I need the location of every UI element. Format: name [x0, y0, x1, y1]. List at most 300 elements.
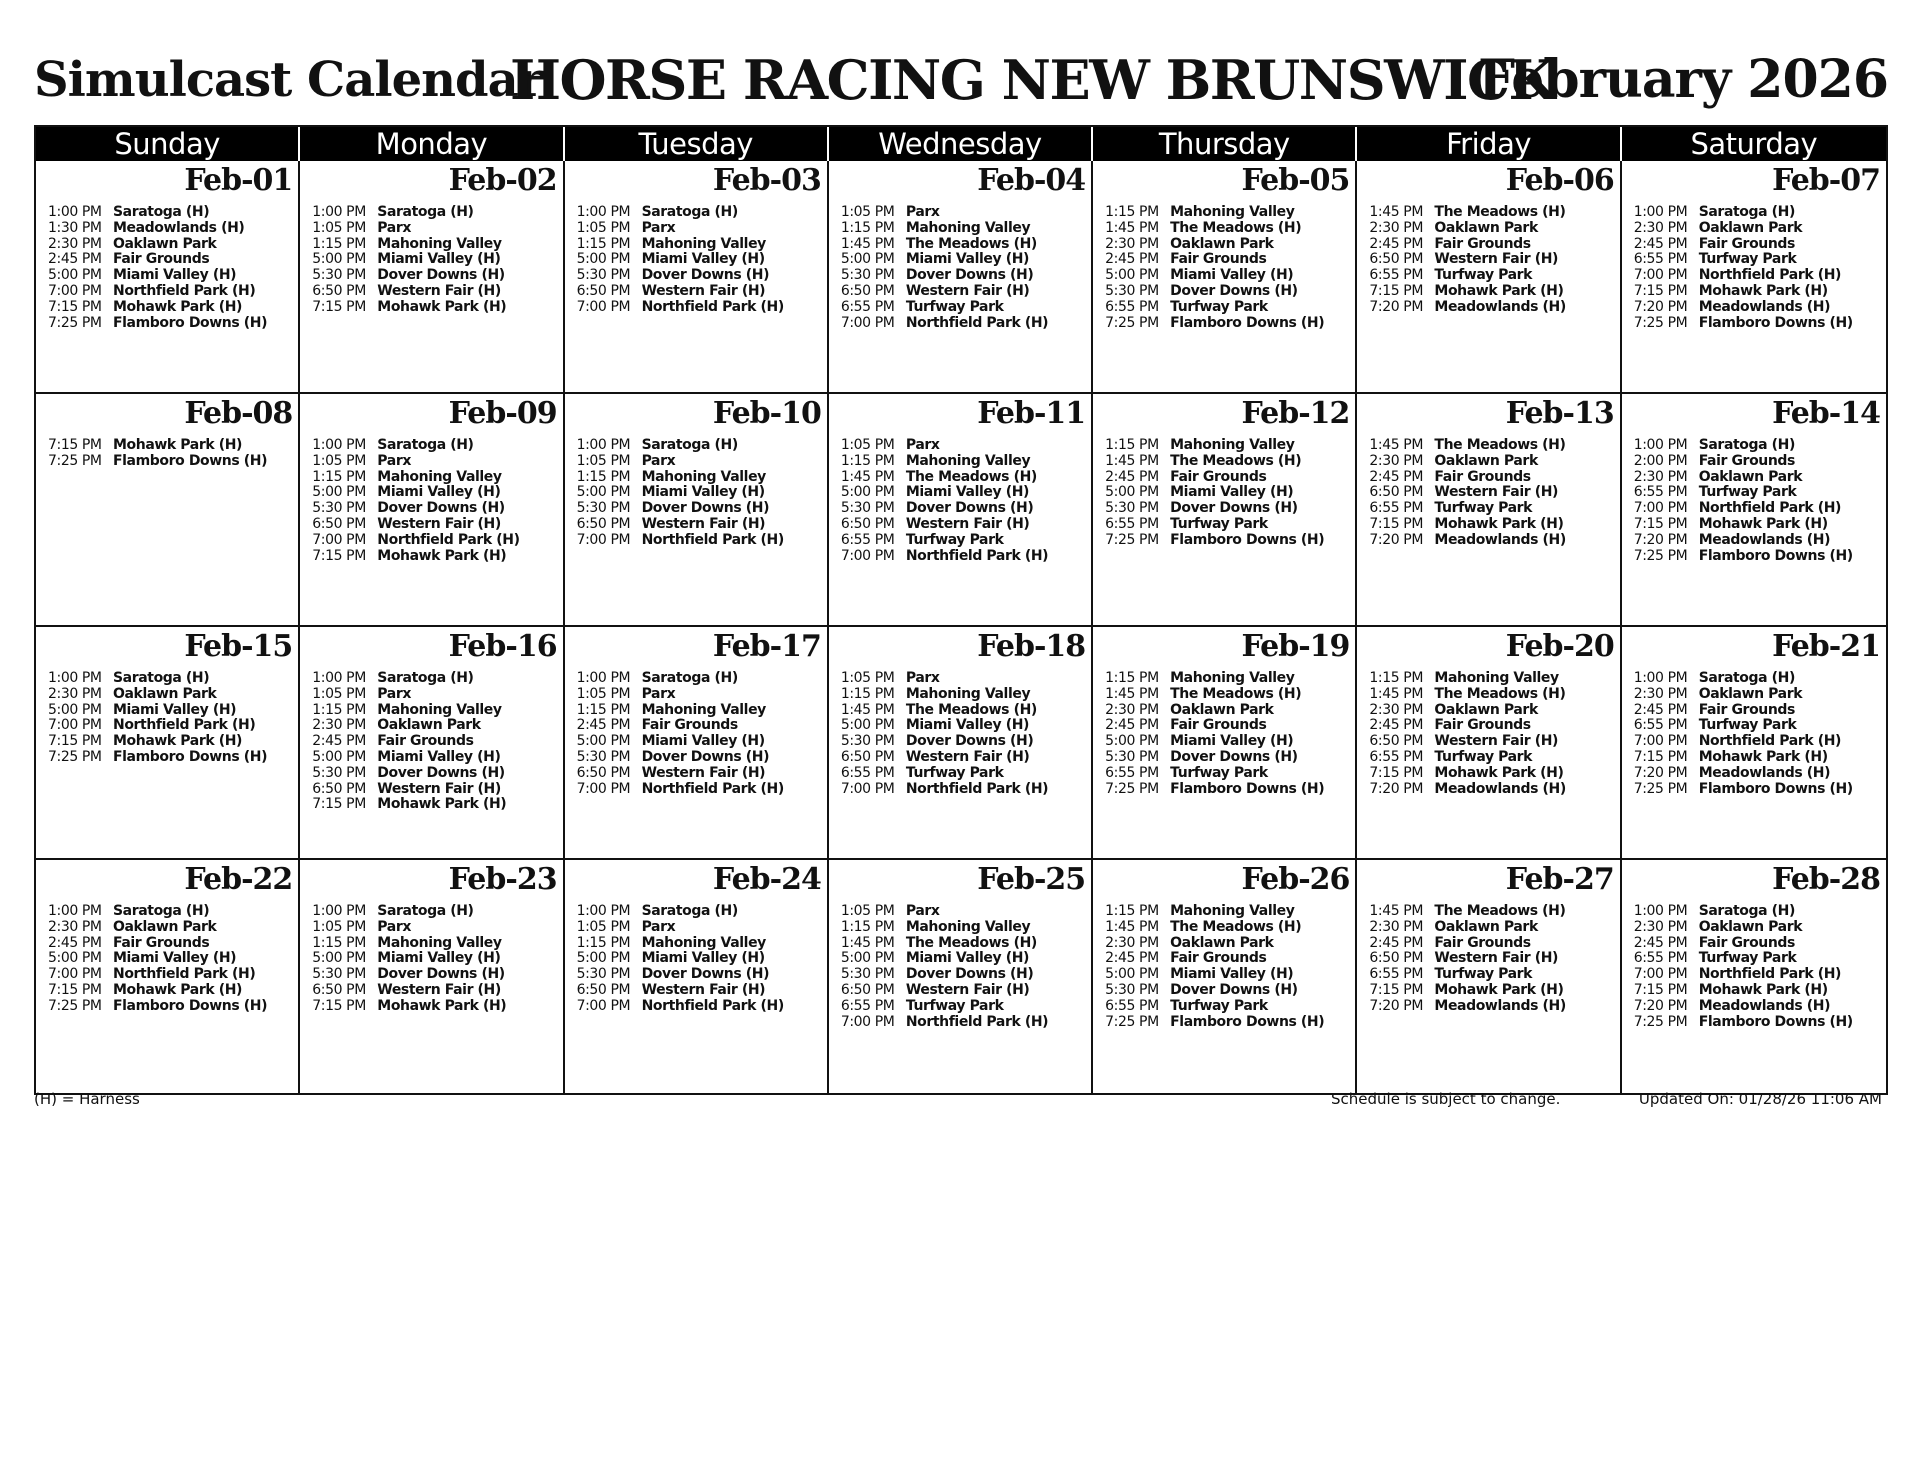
race-entry [1634, 718, 1882, 734]
day-date: Feb-22 [184, 862, 293, 897]
day-cell [1093, 860, 1357, 1093]
race-time: 6:55 PM [1369, 748, 1424, 765]
race-track: Parx [905, 204, 940, 220]
day-cell [300, 394, 564, 627]
race-time: 1:05 PM [576, 452, 631, 469]
race-time: 7:25 PM [1633, 547, 1688, 564]
race-track: Miami Valley (H) [377, 748, 501, 765]
race-list [1105, 438, 1351, 549]
race-entry [1369, 951, 1615, 967]
race-track: Mahoning Valley [641, 934, 766, 951]
race-entry [1369, 750, 1615, 766]
race-track: Mahoning Valley [641, 235, 766, 252]
day-date: Feb-26 [1241, 862, 1350, 897]
day-cell [36, 627, 300, 860]
race-time: 2:30 PM [1105, 235, 1159, 252]
race-list [48, 904, 294, 1015]
race-track: Flamboro Downs (H) [113, 997, 268, 1014]
race-track: Northfield Park (H) [905, 780, 1049, 797]
race-track: Mohawk Park (H) [1434, 282, 1564, 299]
race-entry [48, 316, 294, 332]
race-track: Saratoga (H) [1698, 204, 1795, 220]
race-track: Fair Grounds [1434, 468, 1531, 485]
day-cell [565, 860, 829, 1093]
race-entry [48, 920, 294, 936]
race-entry [1369, 687, 1615, 703]
day-date: Feb-20 [1505, 629, 1614, 664]
race-track: Dover Downs (H) [377, 267, 505, 284]
race-entry [577, 951, 823, 967]
race-entry [577, 237, 823, 253]
race-track: Mahoning Valley [1170, 903, 1295, 919]
race-time: 6:50 PM [840, 981, 895, 998]
race-track: Mohawk Park (H) [377, 298, 507, 315]
race-time: 6:50 PM [312, 282, 366, 299]
day-cell [829, 161, 1093, 394]
race-entry [48, 951, 294, 967]
weekday-wednesday: Wednesday [829, 127, 1093, 161]
race-time: 6:50 PM [1369, 733, 1424, 750]
race-time: 1:00 PM [312, 903, 366, 919]
day-date: Feb-09 [448, 396, 557, 431]
race-time: 1:45 PM [1105, 685, 1159, 702]
day-cell [1357, 394, 1621, 627]
day-date: Feb-01 [184, 163, 293, 198]
race-track: Western Fair (H) [641, 282, 766, 299]
race-entry [841, 454, 1087, 470]
race-time: 1:05 PM [840, 903, 895, 919]
race-entry [1634, 734, 1882, 750]
day-date: Feb-25 [977, 862, 1086, 897]
race-list [312, 438, 558, 564]
race-track: Saratoga (H) [1698, 903, 1795, 919]
race-time: 5:00 PM [576, 733, 631, 750]
race-list [48, 205, 294, 331]
race-list [841, 904, 1087, 1030]
race-track: Western Fair (H) [1434, 484, 1559, 501]
race-track: Mohawk Park (H) [1434, 981, 1564, 998]
race-track: Flamboro Downs (H) [113, 452, 268, 469]
race-time: 7:15 PM [1633, 515, 1688, 532]
race-entry [1105, 221, 1351, 237]
race-time: 7:20 PM [1633, 997, 1688, 1014]
race-time: 1:15 PM [576, 468, 631, 485]
race-time: 7:15 PM [48, 981, 102, 998]
race-time: 7:25 PM [1633, 314, 1688, 331]
race-entry [1105, 782, 1351, 798]
race-time: 6:55 PM [1633, 484, 1688, 501]
race-time: 1:00 PM [1633, 437, 1688, 453]
day-cell [300, 860, 564, 1093]
race-track: The Meadows (H) [905, 701, 1037, 718]
race-time: 5:30 PM [840, 267, 895, 284]
race-time: 6:55 PM [1633, 717, 1688, 734]
race-track: Turfway Park [1170, 997, 1268, 1014]
race-entry [312, 766, 558, 782]
race-entry [841, 268, 1087, 284]
race-entry [312, 268, 558, 284]
race-time: 7:20 PM [1633, 531, 1688, 548]
race-time: 5:30 PM [840, 966, 895, 983]
race-time: 5:30 PM [840, 733, 895, 750]
race-track: Oaklawn Park [1170, 701, 1274, 718]
day-cell [829, 627, 1093, 860]
race-entry [1369, 438, 1615, 454]
race-track: Parx [641, 219, 676, 236]
race-time: 1:05 PM [840, 437, 895, 453]
race-entry [841, 221, 1087, 237]
day-date: Feb-19 [1241, 629, 1350, 664]
race-time: 1:15 PM [312, 934, 366, 951]
race-entry [577, 718, 823, 734]
race-track: Fair Grounds [1434, 235, 1531, 252]
race-time: 7:00 PM [1633, 733, 1688, 750]
race-time: 2:30 PM [1633, 685, 1688, 702]
race-track: Dover Downs (H) [1170, 500, 1298, 517]
race-time: 7:15 PM [312, 997, 366, 1014]
race-track: Turfway Park [1434, 500, 1533, 517]
race-time: 1:15 PM [1369, 670, 1424, 686]
race-time: 7:25 PM [1105, 531, 1159, 548]
race-entry [1105, 470, 1351, 486]
race-entry [841, 983, 1087, 999]
race-track: Flamboro Downs (H) [1170, 314, 1325, 331]
race-time: 7:00 PM [576, 298, 631, 315]
day-date: Feb-18 [977, 629, 1086, 664]
race-entry [1634, 284, 1882, 300]
day-date: Feb-17 [712, 629, 821, 664]
race-time: 2:45 PM [312, 733, 366, 750]
race-entry [312, 904, 558, 920]
race-track: Meadowlands (H) [1698, 298, 1831, 315]
race-time: 7:25 PM [48, 452, 102, 469]
day-cell [1622, 394, 1886, 627]
race-list [1105, 671, 1351, 797]
race-entry [1369, 237, 1615, 253]
race-entry [312, 501, 558, 517]
race-entry [1105, 703, 1351, 719]
race-entry [841, 734, 1087, 750]
race-entry [841, 485, 1087, 501]
race-entry [1105, 920, 1351, 936]
race-time: 1:45 PM [840, 701, 895, 718]
race-track: Mahoning Valley [905, 918, 1031, 935]
race-time: 1:15 PM [840, 452, 895, 469]
race-track: Mahoning Valley [641, 468, 766, 485]
race-track: Turfway Park [1698, 717, 1797, 734]
race-entry [841, 549, 1087, 565]
race-time: 5:00 PM [312, 950, 366, 967]
race-track: Western Fair (H) [641, 515, 766, 532]
race-track: Meadowlands (H) [1434, 298, 1566, 315]
day-cell [1093, 627, 1357, 860]
race-entry [312, 782, 558, 798]
race-time: 7:00 PM [312, 531, 366, 548]
race-entry [577, 904, 823, 920]
race-entry [1634, 501, 1882, 517]
race-entry [1369, 766, 1615, 782]
race-time: 1:15 PM [312, 468, 366, 485]
race-track: Dover Downs (H) [905, 966, 1034, 983]
race-time: 1:05 PM [840, 204, 895, 220]
race-time: 6:55 PM [1105, 764, 1159, 781]
race-track: Parx [377, 452, 411, 469]
day-date: Feb-23 [448, 862, 557, 897]
race-track: Northfield Park (H) [1698, 733, 1842, 750]
race-track: Parx [377, 685, 411, 702]
calendar-weeks [36, 161, 1886, 1093]
race-entry [48, 904, 294, 920]
race-entry [841, 936, 1087, 952]
race-time: 7:20 PM [1369, 298, 1424, 315]
race-entry [48, 967, 294, 983]
race-time: 5:00 PM [48, 267, 102, 284]
race-track: Western Fair (H) [905, 748, 1030, 765]
race-entry [1105, 485, 1351, 501]
race-entry [1105, 671, 1351, 687]
race-track: Mohawk Park (H) [1434, 764, 1564, 781]
race-entry [577, 205, 823, 221]
race-track: Oaklawn Park [1434, 219, 1538, 236]
race-track: Parx [905, 670, 940, 686]
race-track: Western Fair (H) [1434, 950, 1559, 967]
race-track: Saratoga (H) [641, 903, 738, 919]
race-track: The Meadows (H) [1170, 918, 1302, 935]
race-track: The Meadows (H) [1170, 452, 1302, 469]
race-time: 7:20 PM [1633, 298, 1688, 315]
race-time: 6:50 PM [312, 780, 366, 797]
day-date: Feb-04 [977, 163, 1086, 198]
race-entry [1369, 936, 1615, 952]
race-entry [577, 750, 823, 766]
race-entry [312, 718, 558, 734]
race-entry [48, 438, 294, 454]
race-list [1369, 904, 1615, 1015]
race-entry [841, 703, 1087, 719]
race-track: Turfway Park [1698, 950, 1797, 967]
race-entry [1634, 904, 1882, 920]
race-list [841, 671, 1087, 797]
race-entry [312, 936, 558, 952]
race-track: Saratoga (H) [377, 903, 474, 919]
race-time: 5:00 PM [840, 950, 895, 967]
race-track: Saratoga (H) [641, 670, 738, 686]
race-time: 6:50 PM [312, 515, 366, 532]
race-entry [1105, 454, 1351, 470]
race-time: 1:05 PM [576, 219, 631, 236]
race-entry [1105, 1015, 1351, 1031]
race-time: 7:15 PM [1369, 282, 1424, 299]
race-entry [1105, 687, 1351, 703]
race-time: 2:30 PM [1369, 701, 1424, 718]
race-time: 1:45 PM [1105, 918, 1159, 935]
day-date: Feb-08 [184, 396, 293, 431]
race-track: Western Fair (H) [641, 764, 766, 781]
race-track: Saratoga (H) [113, 903, 210, 919]
race-time: 1:05 PM [576, 685, 631, 702]
race-track: Dover Downs (H) [377, 966, 505, 983]
race-time: 7:15 PM [312, 547, 366, 564]
day-date: Feb-12 [1241, 396, 1350, 431]
race-time: 5:00 PM [576, 484, 631, 501]
race-entry [1369, 454, 1615, 470]
race-track: Miami Valley (H) [905, 717, 1030, 734]
race-entry [1369, 999, 1615, 1015]
race-time: 7:00 PM [48, 717, 102, 734]
page-footer [34, 1090, 1888, 1110]
race-time: 7:20 PM [1633, 764, 1688, 781]
race-track: The Meadows (H) [905, 468, 1037, 485]
day-date: Feb-02 [448, 163, 557, 198]
race-entry [1634, 533, 1882, 549]
race-entry [1634, 438, 1882, 454]
race-entry [1634, 703, 1882, 719]
race-entry [48, 734, 294, 750]
race-track: Oaklawn Park [113, 235, 217, 252]
race-entry [841, 300, 1087, 316]
race-entry [841, 1015, 1087, 1031]
race-time: 5:00 PM [1105, 267, 1159, 284]
race-entry [1634, 967, 1882, 983]
race-track: Mohawk Park (H) [1434, 515, 1564, 532]
race-track: The Meadows (H) [1434, 437, 1566, 453]
race-track: Saratoga (H) [641, 437, 738, 453]
race-time: 7:15 PM [312, 298, 366, 315]
race-track: Dover Downs (H) [377, 500, 505, 517]
race-time: 1:45 PM [840, 934, 895, 951]
race-time: 5:30 PM [840, 500, 895, 517]
race-time: 2:45 PM [1105, 468, 1159, 485]
weekday-sunday: Sunday [36, 127, 300, 161]
race-time: 6:55 PM [1633, 950, 1688, 967]
race-track: Western Fair (H) [905, 515, 1030, 532]
race-track: Miami Valley (H) [377, 251, 501, 268]
race-track: Fair Grounds [641, 717, 738, 734]
race-list [1105, 205, 1351, 331]
race-track: Flamboro Downs (H) [1698, 547, 1853, 564]
race-track: Flamboro Downs (H) [113, 748, 268, 765]
race-time: 2:45 PM [48, 934, 102, 951]
race-entry [1105, 205, 1351, 221]
race-entry [312, 734, 558, 750]
race-time: 1:45 PM [840, 235, 895, 252]
race-time: 2:45 PM [1369, 934, 1424, 951]
race-track: Saratoga (H) [113, 670, 210, 686]
race-track: Mohawk Park (H) [1698, 748, 1828, 765]
race-time: 7:25 PM [1105, 1013, 1159, 1030]
race-track: Saratoga (H) [377, 204, 474, 220]
race-track: Oaklawn Park [1170, 934, 1274, 951]
race-time: 7:00 PM [840, 547, 895, 564]
day-cell [1357, 627, 1621, 860]
page-header [34, 40, 1888, 120]
race-track: Mahoning Valley [377, 235, 502, 252]
race-entry [841, 782, 1087, 798]
race-entry [1369, 904, 1615, 920]
race-time: 7:15 PM [48, 437, 102, 453]
race-time: 6:50 PM [576, 282, 631, 299]
day-cell [1622, 627, 1886, 860]
race-track: Miami Valley (H) [1170, 484, 1294, 501]
race-track: Saratoga (H) [1698, 437, 1795, 453]
race-list [577, 205, 823, 316]
race-time: 2:30 PM [312, 717, 366, 734]
race-time: 2:45 PM [1369, 717, 1424, 734]
race-entry [48, 936, 294, 952]
race-entry [1369, 268, 1615, 284]
race-time: 7:00 PM [1633, 267, 1688, 284]
race-track: Miami Valley (H) [641, 484, 765, 501]
race-track: Northfield Park (H) [113, 717, 256, 734]
race-time: 1:15 PM [576, 701, 631, 718]
race-track: Mahoning Valley [905, 219, 1031, 236]
race-track: Miami Valley (H) [641, 733, 765, 750]
race-entry [577, 936, 823, 952]
race-time: 5:30 PM [576, 500, 631, 517]
race-track: Miami Valley (H) [1170, 966, 1294, 983]
race-time: 1:15 PM [1105, 903, 1159, 919]
race-time: 1:45 PM [1369, 437, 1424, 453]
race-track: Dover Downs (H) [1170, 748, 1298, 765]
race-entry [1634, 252, 1882, 268]
race-time: 1:00 PM [576, 437, 631, 453]
day-cell [36, 161, 300, 394]
race-entry [48, 718, 294, 734]
race-entry [1369, 284, 1615, 300]
race-time: 7:15 PM [1369, 981, 1424, 998]
race-entry [577, 734, 823, 750]
race-track: Northfield Park (H) [641, 298, 784, 315]
race-track: Flamboro Downs (H) [113, 314, 268, 331]
race-entry [841, 671, 1087, 687]
race-entry [48, 221, 294, 237]
race-entry [1369, 671, 1615, 687]
race-time: 5:30 PM [576, 267, 631, 284]
race-track: Saratoga (H) [377, 670, 474, 686]
race-list [841, 438, 1087, 564]
race-entry [1634, 454, 1882, 470]
race-list [48, 671, 294, 766]
weekday-thursday: Thursday [1093, 127, 1357, 161]
race-entry [1105, 284, 1351, 300]
race-track: Northfield Park (H) [905, 547, 1049, 564]
race-entry [1634, 485, 1882, 501]
race-time: 6:50 PM [840, 748, 895, 765]
race-entry [1105, 316, 1351, 332]
race-entry [841, 920, 1087, 936]
race-track: Fair Grounds [113, 934, 210, 951]
race-track: Miami Valley (H) [905, 251, 1030, 268]
race-track: Turfway Park [905, 764, 1004, 781]
race-entry [312, 687, 558, 703]
race-entry [841, 951, 1087, 967]
race-time: 7:00 PM [840, 780, 895, 797]
race-track: Dover Downs (H) [377, 764, 505, 781]
race-time: 1:05 PM [840, 670, 895, 686]
race-time: 1:45 PM [840, 468, 895, 485]
race-track: Mohawk Park (H) [113, 733, 243, 750]
race-entry [1634, 300, 1882, 316]
day-cell [1357, 860, 1621, 1093]
race-track: Northfield Park (H) [113, 282, 256, 299]
race-track: Parx [641, 685, 676, 702]
race-time: 1:05 PM [312, 918, 366, 935]
race-time: 1:45 PM [1105, 219, 1159, 236]
race-time: 2:30 PM [1105, 701, 1159, 718]
race-entry [312, 983, 558, 999]
race-track: Miami Valley (H) [641, 950, 765, 967]
race-time: 2:30 PM [1369, 452, 1424, 469]
